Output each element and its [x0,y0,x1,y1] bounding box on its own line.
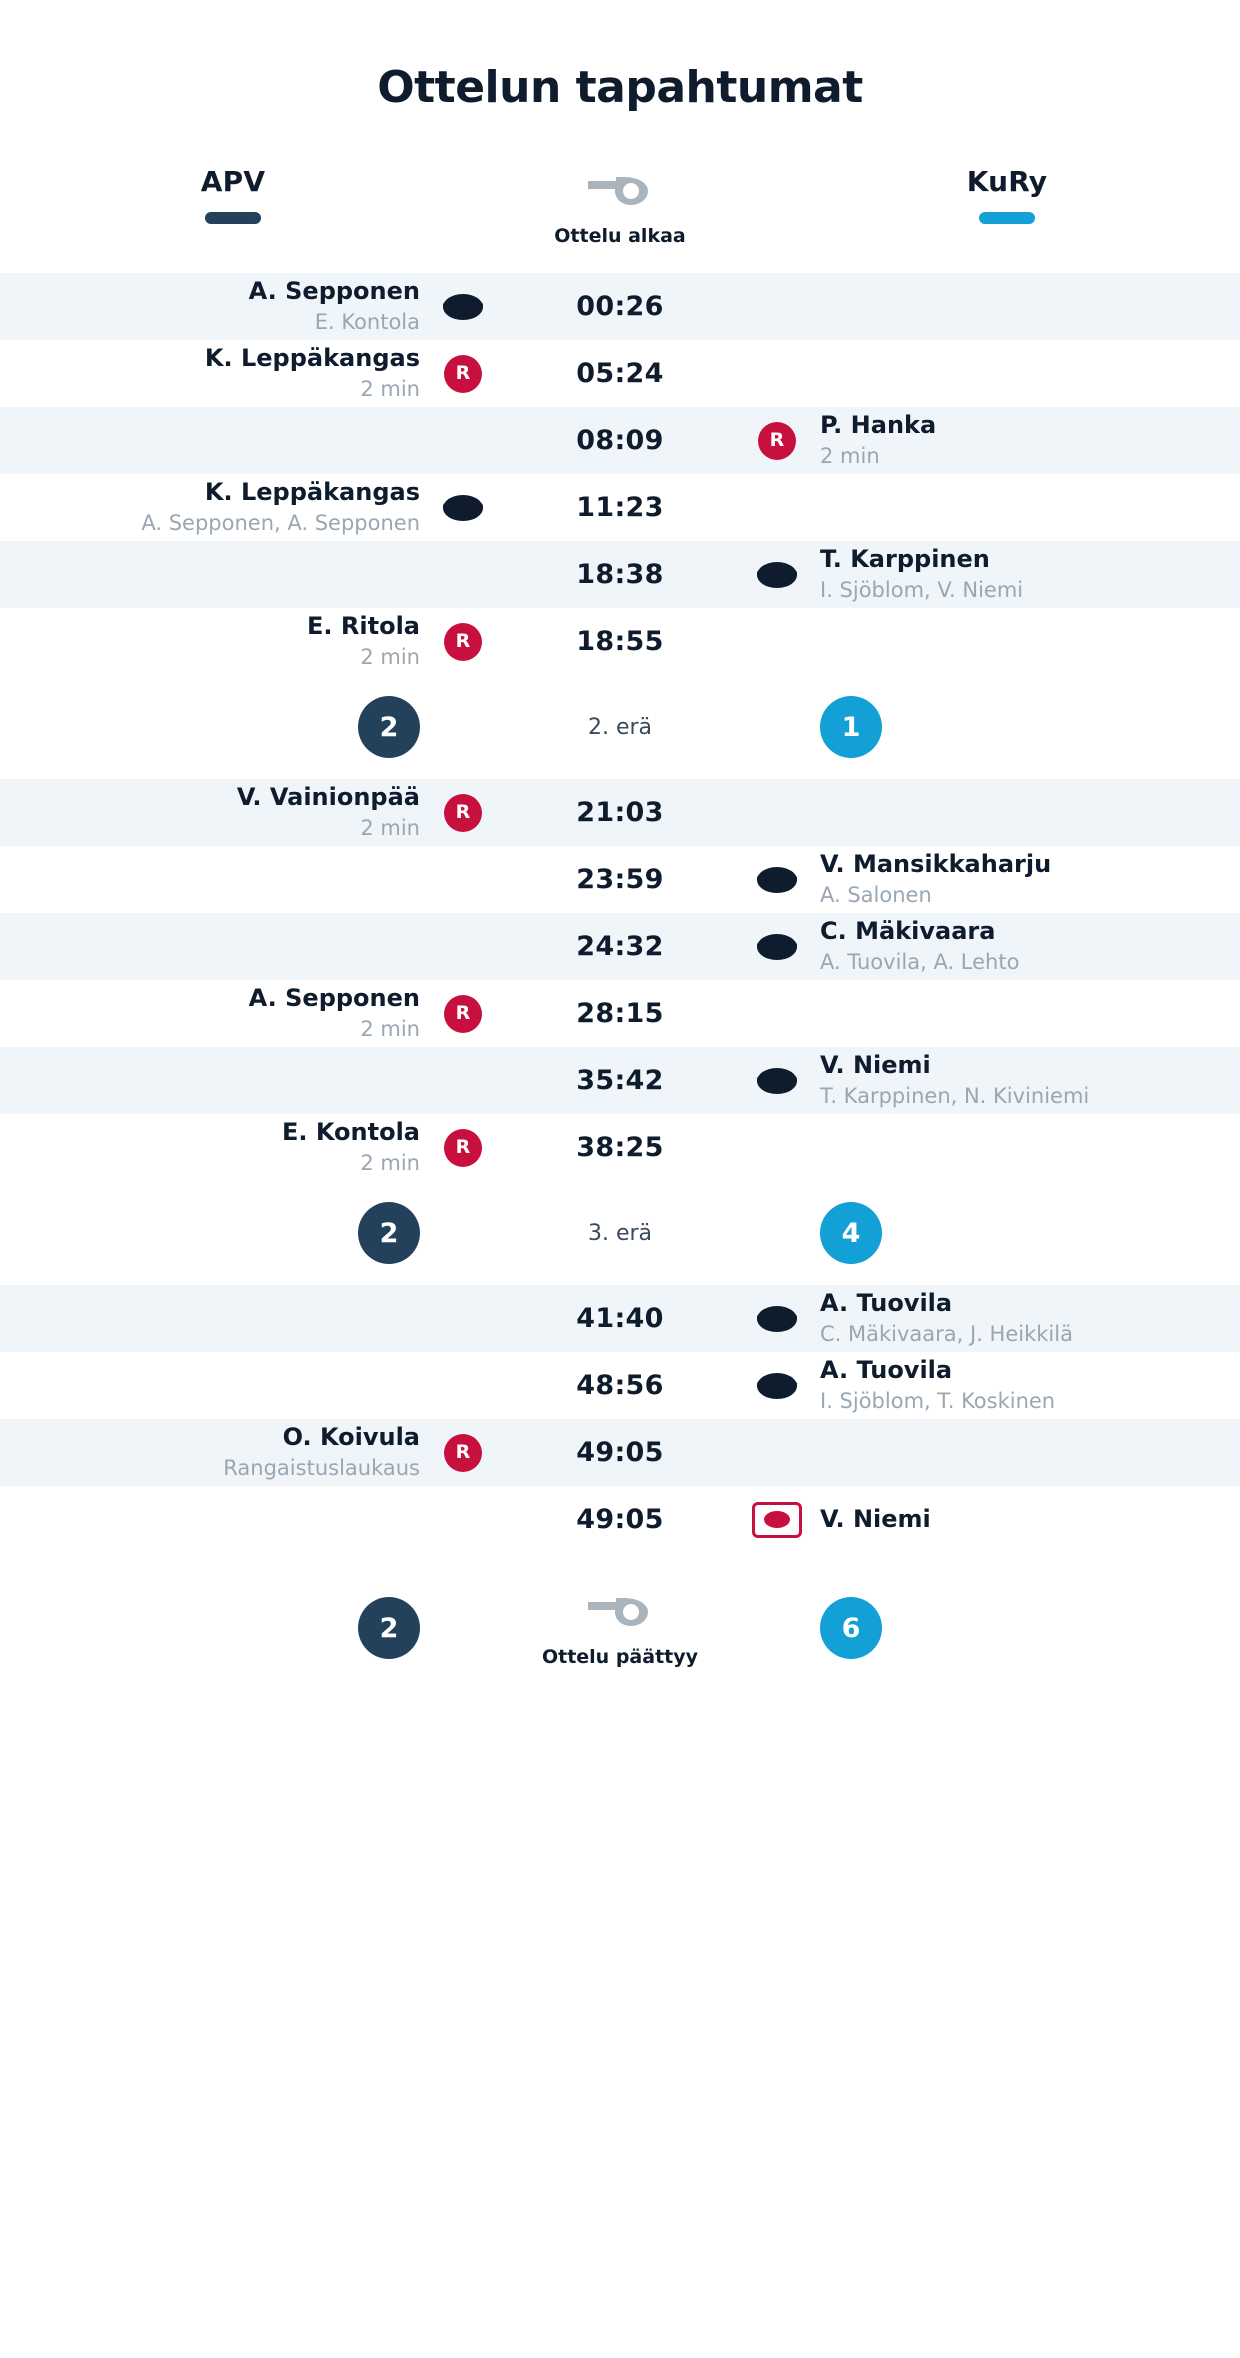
event-player: A. Sepponen [248,983,420,1012]
page-title: Ottelun tapahtumat [377,62,863,113]
event-player: E. Kontola [282,1117,420,1146]
event-player: O. Koivula [282,1422,420,1451]
period-away-score: 4 [820,1202,882,1264]
event-home-cell [0,1118,420,1178]
period-home-score-cell [0,1202,420,1264]
period-label: 2. erä [587,714,653,740]
event-detail: A. Sepponen, A. Sepponen [141,510,420,535]
puck-icon [757,562,797,588]
events-list [0,273,1240,1553]
event-player: K. Leppäkangas [204,343,420,372]
event-detail: 2 min [820,443,880,468]
event-home-icon-cell [420,794,506,832]
period-home-score-cell [0,696,420,758]
event-away-icon-cell [734,562,820,588]
event-time: 23:59 [576,864,664,895]
period-away-score-cell [820,696,1240,758]
away-team-name: KuRy [966,165,1048,198]
event-time: 05:24 [576,358,664,389]
event-player: V. Vainionpää [236,782,420,811]
penalty-icon: R [444,995,482,1033]
footer-away-score: 6 [820,1597,882,1659]
penalty-icon: R [444,1434,482,1472]
event-time: 18:38 [576,559,664,590]
event-player: V. Mansikkaharju [820,849,1052,878]
period-home-score: 2 [358,1202,420,1264]
event-detail: I. Sjöblom, V. Niemi [820,577,1024,602]
event-home-icon-cell [420,1129,506,1167]
period-label: 3. erä [587,1220,653,1246]
puck-icon [443,294,483,320]
event-time: 18:55 [576,626,664,657]
event-home-cell [0,783,420,843]
event-home-icon-cell [420,294,506,320]
event-player: A. Tuovila [820,1288,953,1317]
period-away-score-cell [820,1202,1240,1264]
penalty-icon: R [444,1129,482,1167]
teams-header [0,165,1240,273]
match-end-block [506,1588,734,1668]
event-away-cell [820,1051,1240,1111]
event-time: 11:23 [576,492,664,523]
event-row [0,608,1240,675]
event-away-icon-cell [734,1502,820,1538]
puck-icon [757,1068,797,1094]
period-separator-row [0,1181,1240,1285]
event-time: 28:15 [576,998,664,1029]
event-home-icon-cell [420,623,506,661]
home-team-block [0,165,466,224]
event-row [0,541,1240,608]
period-separator-row [0,675,1240,779]
event-away-cell [820,850,1240,910]
event-home-cell [0,277,420,337]
event-time: 38:25 [576,1132,664,1163]
puck-icon [443,495,483,521]
event-player: E. Ritola [307,611,420,640]
puck-icon [757,867,797,893]
event-detail: 2 min [360,1016,420,1041]
event-detail: 2 min [360,376,420,401]
event-time: 49:05 [576,1504,664,1535]
event-home-icon-cell [420,995,506,1033]
event-row [0,1285,1240,1352]
event-home-icon-cell [420,1434,506,1472]
event-home-cell [0,612,420,672]
penalty-icon: R [444,794,482,832]
event-time: 48:56 [576,1370,664,1401]
period-home-score: 2 [358,696,420,758]
home-team-name: APV [200,165,266,198]
event-away-icon-cell [734,867,820,893]
event-player: T. Karppinen [820,544,990,573]
event-time: 35:42 [576,1065,664,1096]
event-detail: Rangaistuslaukaus [223,1455,420,1480]
event-player: C. Mäkivaara [820,916,996,945]
event-away-cell [820,1505,1240,1534]
event-home-cell [0,478,420,538]
event-row [0,779,1240,846]
event-time: 21:03 [576,797,664,828]
event-row [0,913,1240,980]
event-row [0,1114,1240,1181]
event-detail: E. Kontola [314,309,420,334]
puck-icon [757,1373,797,1399]
event-detail: 2 min [360,815,420,840]
event-away-cell [820,545,1240,605]
event-row [0,273,1240,340]
event-row [0,1352,1240,1419]
puck-icon [757,1306,797,1332]
event-row [0,474,1240,541]
event-time: 08:09 [576,425,664,456]
event-player: V. Niemi [820,1504,931,1533]
whistle-icon [586,167,654,211]
event-detail: A. Tuovila, A. Lehto [820,949,1020,974]
event-away-cell [820,1356,1240,1416]
event-detail: I. Sjöblom, T. Koskinen [820,1388,1056,1413]
whistle-icon [586,1588,654,1632]
event-row [0,846,1240,913]
event-row [0,340,1240,407]
event-player: A. Sepponen [248,276,420,305]
event-detail: 2 min [360,1150,420,1175]
penalty-icon: R [444,355,482,393]
event-time: 49:05 [576,1437,664,1468]
event-detail: A. Salonen [820,882,932,907]
event-row [0,980,1240,1047]
event-away-cell [820,917,1240,977]
event-home-cell [0,344,420,404]
event-detail: 2 min [360,644,420,669]
event-away-icon-cell [734,1373,820,1399]
event-home-icon-cell [420,355,506,393]
home-team-color-bar [205,212,261,224]
event-home-icon-cell [420,495,506,521]
event-detail: C. Mäkivaara, J. Heikkilä [820,1321,1073,1346]
event-player: V. Niemi [820,1050,931,1079]
event-away-icon-cell [734,934,820,960]
event-player: K. Leppäkangas [204,477,420,506]
event-row [0,1047,1240,1114]
match-start-label: Ottelu alkaa [554,225,686,247]
match-start-block [466,165,774,247]
period-away-score: 1 [820,696,882,758]
event-time: 00:26 [576,291,664,322]
event-time: 24:32 [576,931,664,962]
event-away-icon-cell [734,1306,820,1332]
event-row [0,1486,1240,1553]
away-team-block [774,165,1240,224]
event-away-cell [820,411,1240,471]
event-player: P. Hanka [820,410,937,439]
puck-icon [757,934,797,960]
match-end-label: Ottelu päättyy [541,1646,699,1668]
event-row [0,1419,1240,1486]
event-time: 41:40 [576,1303,664,1334]
penalty-icon: R [758,422,796,460]
event-player: A. Tuovila [820,1355,953,1384]
penalty-icon: R [444,623,482,661]
footer-home-score: 2 [358,1597,420,1659]
event-row [0,407,1240,474]
event-away-icon-cell [734,1068,820,1094]
event-detail: T. Karppinen, N. Kiviniemi [820,1083,1090,1108]
event-home-cell [0,1423,420,1483]
event-away-icon-cell [734,422,820,460]
away-team-color-bar [979,212,1035,224]
match-end-row [0,1553,1240,1693]
event-away-cell [820,1289,1240,1349]
footer-away-score-cell [820,1597,1240,1659]
footer-home-score-cell [0,1597,420,1659]
goalie-net-icon [752,1502,802,1538]
event-home-cell [0,984,420,1044]
